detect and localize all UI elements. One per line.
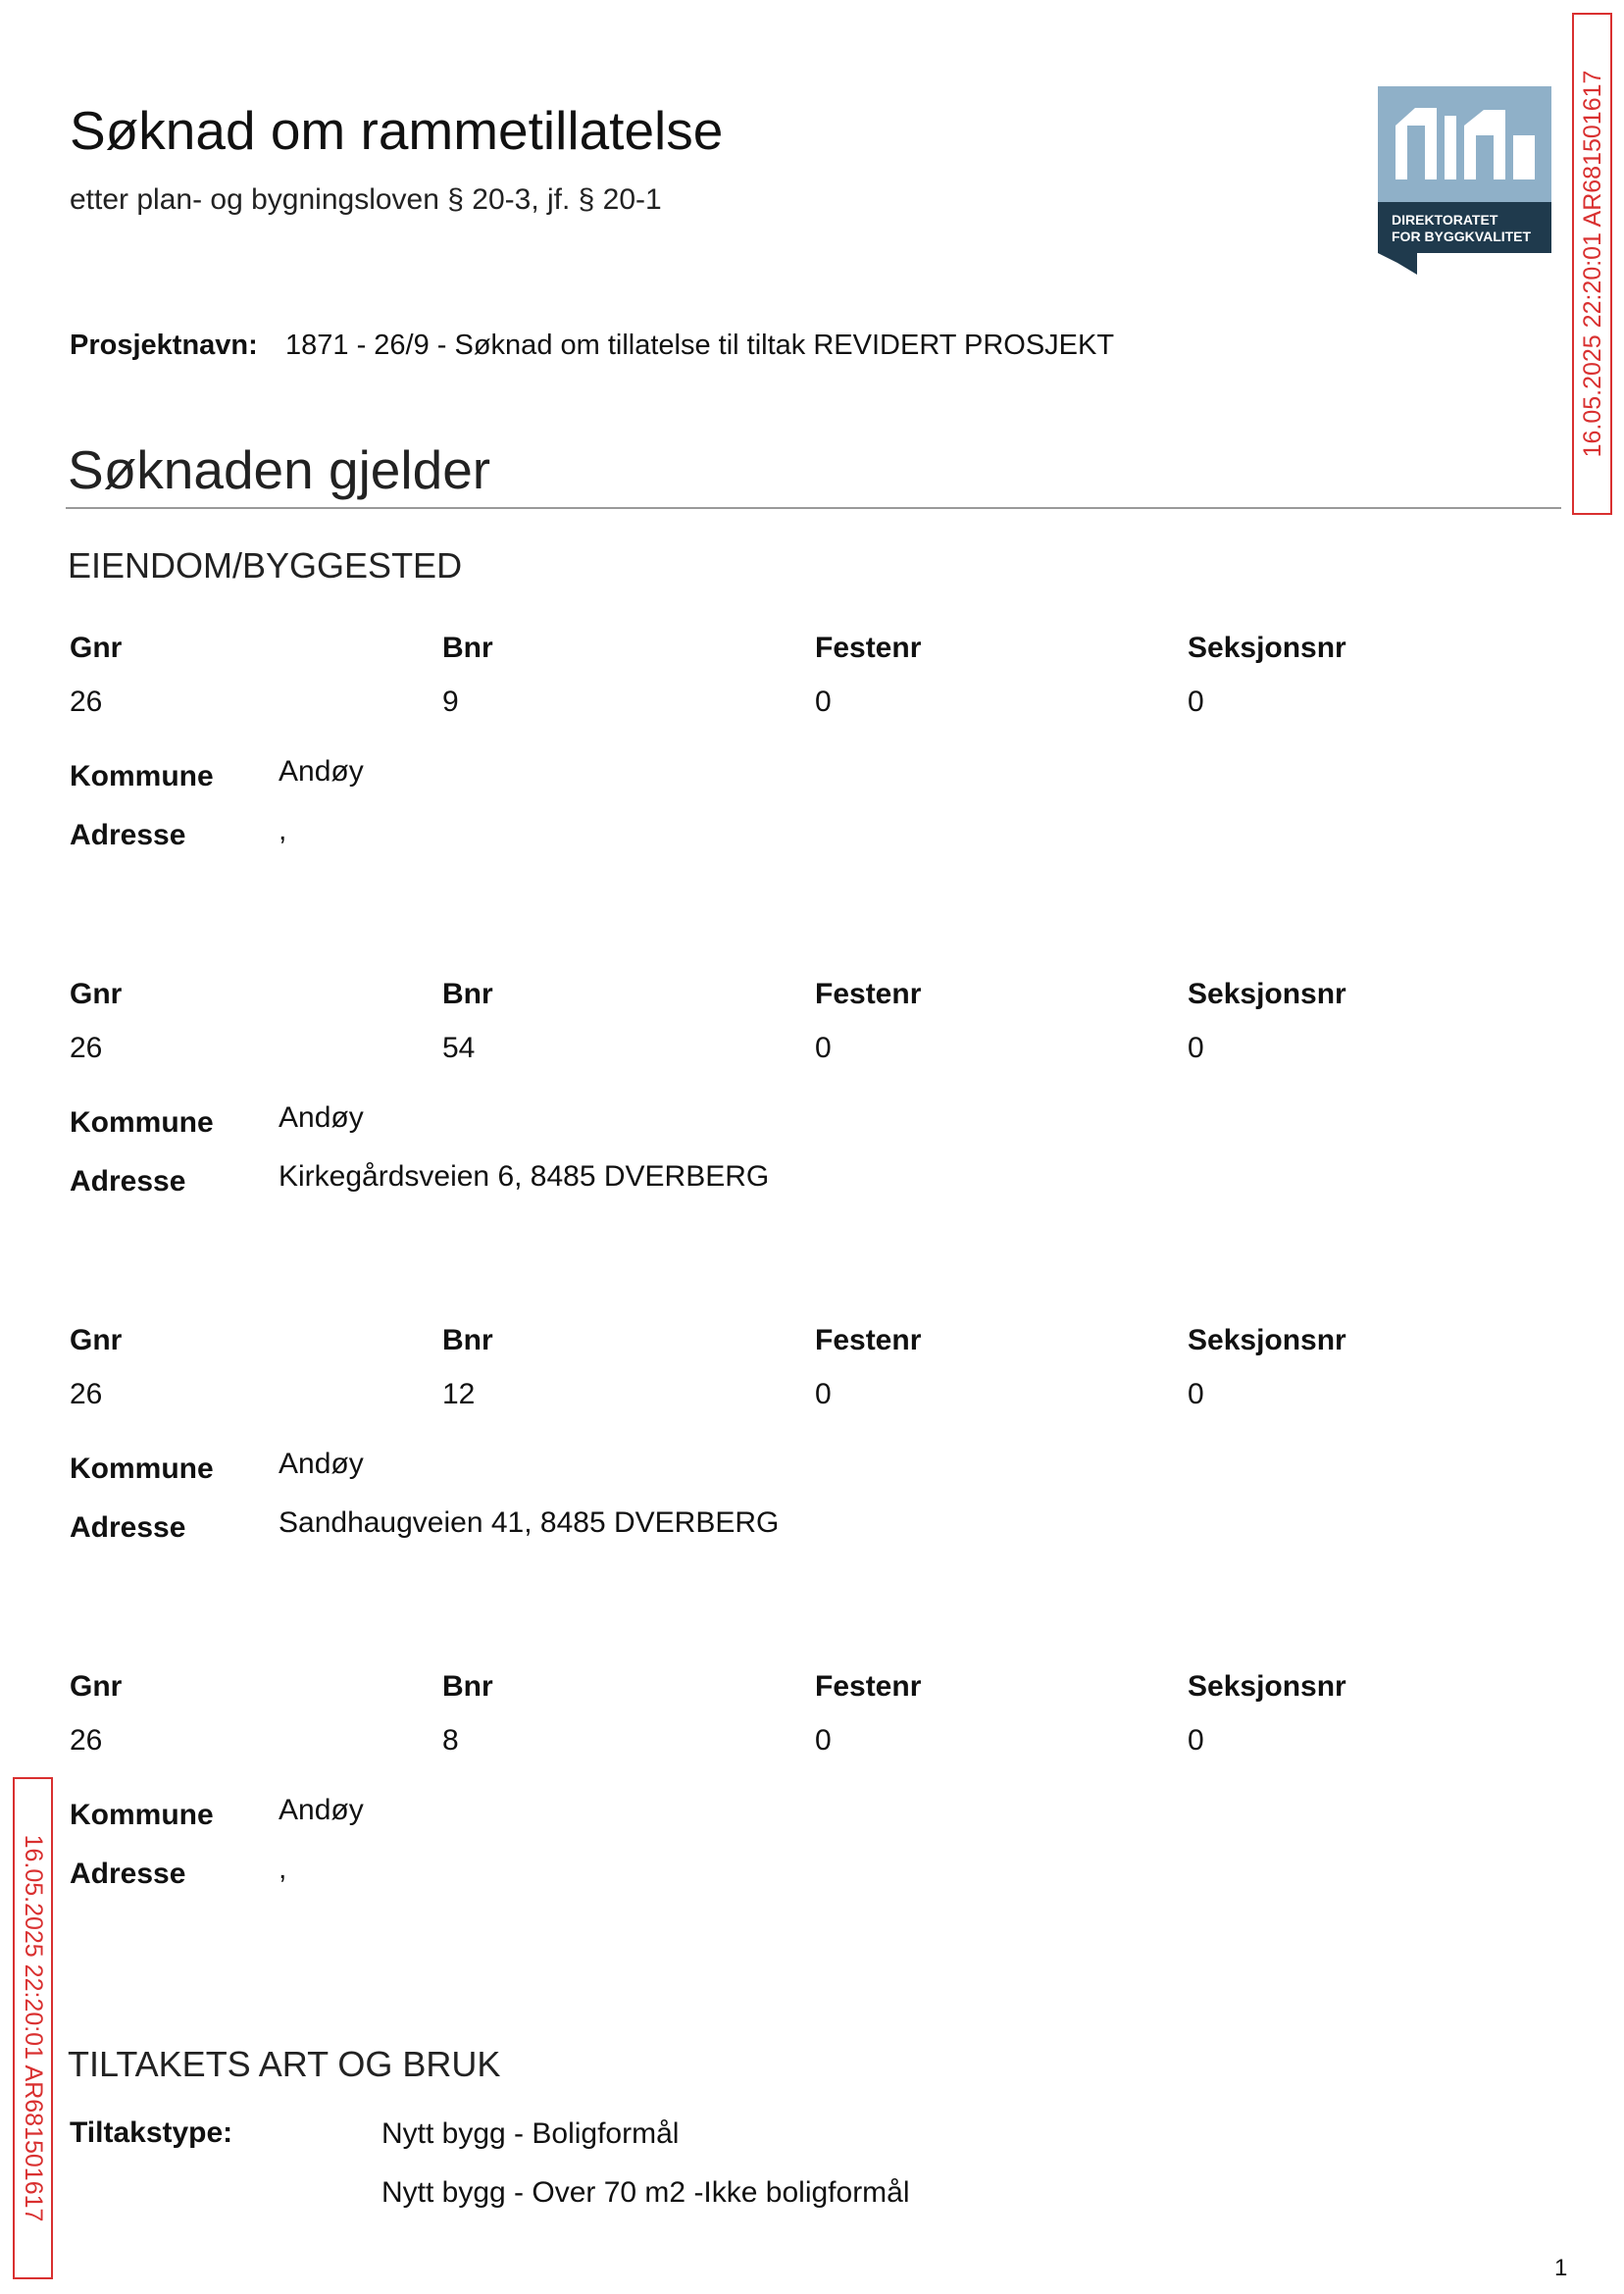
seksjonsnr-value: 0 — [1188, 1378, 1204, 1410]
bnr-value: 8 — [442, 1724, 459, 1757]
gnr-label: Gnr — [70, 1324, 123, 1356]
gnr-label: Gnr — [70, 632, 123, 664]
festenr-label: Festenr — [815, 978, 922, 1010]
timestamp-stamp-top — [1572, 13, 1612, 515]
logo-mark-2 — [1445, 116, 1456, 179]
dibk-logo — [1378, 86, 1551, 275]
bnr-value: 9 — [442, 686, 459, 718]
logo-bottom-panel — [1378, 202, 1551, 253]
bnr-value: 54 — [442, 1032, 476, 1064]
seksjonsnr-label: Seksjonsnr — [1188, 632, 1346, 664]
seksjonsnr-label: Seksjonsnr — [1188, 978, 1346, 1010]
page-number: 1 — [1554, 2255, 1568, 2281]
bnr-value: 12 — [442, 1378, 476, 1410]
property-block — [70, 977, 1345, 1232]
property-block — [70, 1669, 1345, 1924]
tiltakstype-item: Nytt bygg - Over 70 m2 -Ikke boligformål — [381, 2176, 910, 2209]
kommune-value: Andøy — [279, 1794, 364, 1826]
adresse-value: Kirkegårdsveien 6, 8485 DVERBERG — [279, 1160, 770, 1193]
kommune-label: Kommune — [70, 760, 214, 792]
bnr-label: Bnr — [442, 632, 493, 664]
seksjonsnr-value: 0 — [1188, 1032, 1204, 1064]
stamp-text: 16.05.2025 22:20:01 AR681501617 — [1578, 70, 1606, 458]
festenr-label: Festenr — [815, 1670, 922, 1703]
bnr-label: Bnr — [442, 1324, 493, 1356]
dibk-logo-icon — [1378, 86, 1551, 275]
section-heading: Søknaden gjelder — [68, 439, 491, 500]
property-block — [70, 1323, 1345, 1578]
gnr-value: 26 — [70, 1032, 103, 1064]
project-name-value: 1871 - 26/9 - Søknad om tillatelse til tiltak REVIDERT PROSJEKT — [285, 330, 1115, 361]
tiltak-heading: TILTAKETS ART OG BRUK — [68, 2044, 501, 2084]
logo-text-line1: DIREKTORATET — [1392, 212, 1498, 228]
kommune-value: Andøy — [279, 1448, 364, 1480]
gnr-label: Gnr — [70, 1670, 123, 1703]
gnr-value: 26 — [70, 686, 103, 718]
adresse-value: , — [279, 814, 287, 846]
bnr-label: Bnr — [442, 978, 493, 1010]
gnr-label: Gnr — [70, 978, 123, 1010]
festenr-label: Festenr — [815, 1324, 922, 1356]
document-title: Søknad om rammetillatelse — [70, 100, 724, 161]
gnr-value: 26 — [70, 1724, 103, 1757]
kommune-value: Andøy — [279, 1101, 364, 1134]
seksjonsnr-value: 0 — [1188, 686, 1204, 718]
logo-text-line2: FOR BYGGKVALITET — [1392, 229, 1532, 244]
document-subtitle: etter plan- og bygningsloven § 20-3, jf. § 20-1 — [70, 183, 662, 216]
property-heading: EIENDOM/BYGGESTED — [68, 545, 463, 586]
kommune-label: Kommune — [70, 1799, 214, 1831]
kommune-value: Andøy — [279, 755, 364, 788]
festenr-value: 0 — [815, 1032, 832, 1064]
project-name-label: Prosjektnavn: — [70, 330, 258, 361]
tiltakstype-label: Tiltakstype: — [70, 2116, 233, 2149]
kommune-label: Kommune — [70, 1106, 214, 1139]
kommune-label: Kommune — [70, 1453, 214, 1485]
gnr-value: 26 — [70, 1378, 103, 1410]
section-divider — [66, 507, 1561, 509]
timestamp-stamp-left — [13, 1777, 53, 2279]
tiltakstype-item: Nytt bygg - Boligformål — [381, 2117, 680, 2150]
seksjonsnr-value: 0 — [1188, 1724, 1204, 1757]
stamp-text: 16.05.2025 22:20:01 AR681501617 — [19, 1834, 47, 2222]
adresse-label: Adresse — [70, 819, 186, 851]
bnr-label: Bnr — [442, 1670, 493, 1703]
festenr-value: 0 — [815, 1724, 832, 1757]
adresse-value: , — [279, 1853, 287, 1885]
adresse-value: Sandhaugveien 41, 8485 DVERBERG — [279, 1506, 780, 1539]
festenr-label: Festenr — [815, 632, 922, 664]
seksjonsnr-label: Seksjonsnr — [1188, 1324, 1346, 1356]
adresse-label: Adresse — [70, 1858, 186, 1890]
adresse-label: Adresse — [70, 1511, 186, 1544]
seksjonsnr-label: Seksjonsnr — [1188, 1670, 1346, 1703]
logo-mark-4 — [1513, 135, 1535, 179]
tiltakstype-list — [381, 2116, 910, 2234]
adresse-label: Adresse — [70, 1165, 186, 1198]
property-block — [70, 631, 1345, 886]
logo-tab — [1378, 253, 1417, 275]
festenr-value: 0 — [815, 1378, 832, 1410]
festenr-value: 0 — [815, 686, 832, 718]
